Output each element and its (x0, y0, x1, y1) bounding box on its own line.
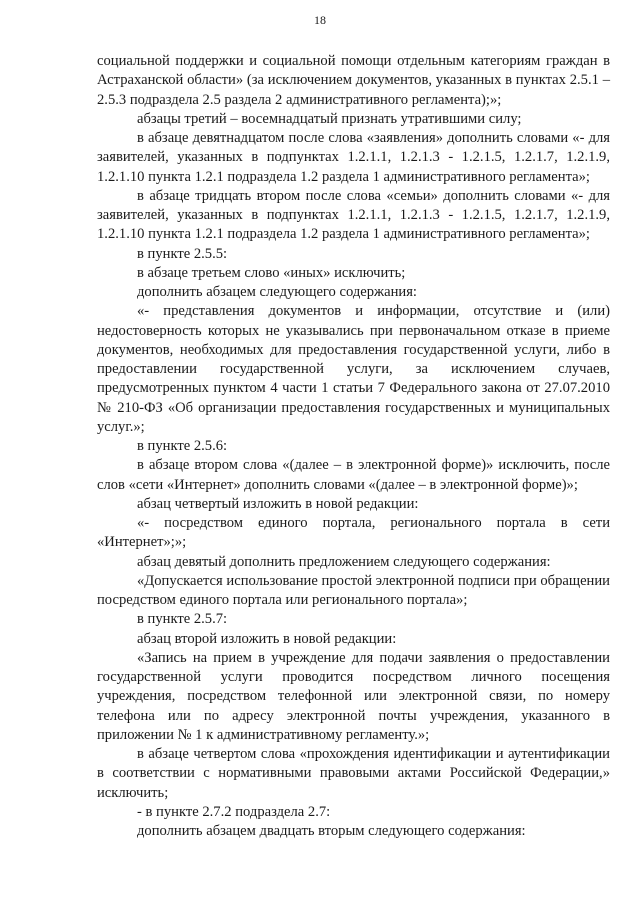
paragraph-13: абзац девятый дополнить предложением следующего содержания: (137, 553, 551, 570)
paragraph-6: в абзаце третьем слово «иных» исключить; (137, 264, 406, 281)
paragraph-16: абзац второй изложить в новой редакции: (137, 630, 397, 647)
paragraph-3: в абзаце девятнадцатом после слова «заявления» дополнить словами «- для заявителей, указанных в подпунктах 1.2.1.1, 1.2.1.3 - 1.2.1.5, 1.2.1.7, 1.2.1.9, 1.2.1.10 пункта 1.2.1 подраздела 1.2 раздела 1 административного регламента»; (97, 130, 610, 185)
paragraph-4: в абзаце тридцать втором после слова «семьи» дополнить словами «- для заявителей, указанных в подпунктах 1.2.1.1, 1.2.1.3 - 1.2.1.5, 1.2.1.7, 1.2.1.9, 1.2.1.10 пункта 1.2.1 подраздела 1.2 раздела 1 административного регламента»; (97, 187, 610, 243)
paragraph-1: социальной поддержки и социальной помощи отдельным категориям граждан в Астраханской области» (за исключением документов, указанных в пунктах 2.5.1 – 2.5.3 подраздела 2.5 раздела 2 административного регламента);»; (97, 53, 610, 108)
page-number: 18 (314, 13, 326, 27)
paragraph-15: в пункте 2.5.7: (137, 611, 228, 628)
paragraph-19: - в пункте 2.7.2 подраздела 2.7: (137, 803, 331, 820)
paragraph-17: «Запись на прием в учреждение для подачи заявления о предоставлении государственной услуги проводится посредством личного посещения учреждения, посредством телефонной или электронной связи, по номеру телефона или по адресу электронной почты учреждения, указанного в приложении № 1 к административному регламенту.»; (97, 649, 610, 743)
paragraph-18: в абзаце четвертом слова «прохождения идентификации и аутентификации в соответствии с нормативными правовыми актами Российской Федерации,» исключить; (97, 746, 610, 801)
paragraph-7: дополнить абзацем следующего содержания: (137, 284, 417, 300)
paragraph-5: в пункте 2.5.5: (137, 245, 228, 262)
paragraph-8: «- представления документов и информации, отсутствие и (или) недостоверность которых не указывались при первоначальном отказе в приеме документов, необходимых для предоставления государственной услуги, либо в предоставлении государственной услуги, за исключением случаев, предусмотренных пунктом 4 части 1 статьи 7 Федерального закона от 27.07.2010 № 210-ФЗ «Об организации предоставления государственных и муниципальных услуг.»; (97, 303, 610, 435)
paragraph-2: абзацы третий – восемнадцатый признать утратившими силу; (137, 110, 522, 127)
paragraph-11: абзац четвертый изложить в новой редакции: (137, 495, 419, 512)
paragraph-20: дополнить абзацем двадцать вторым следующего содержания: (137, 823, 526, 839)
paragraph-14: «Допускается использование простой электронной подписи при обращении посредством единого портала или регионального портала»; (97, 572, 610, 608)
paragraph-9: в пункте 2.5.6: (137, 438, 228, 454)
paragraph-10: в абзаце втором слова «(далее – в электронной форме)» исключить, после слов «сети «Интернет» дополнить словами «(далее – в электронной форме)»; (97, 457, 610, 493)
paragraph-12: «- посредством единого портала, регионального портала в сети «Интернет»;»; (97, 515, 610, 551)
